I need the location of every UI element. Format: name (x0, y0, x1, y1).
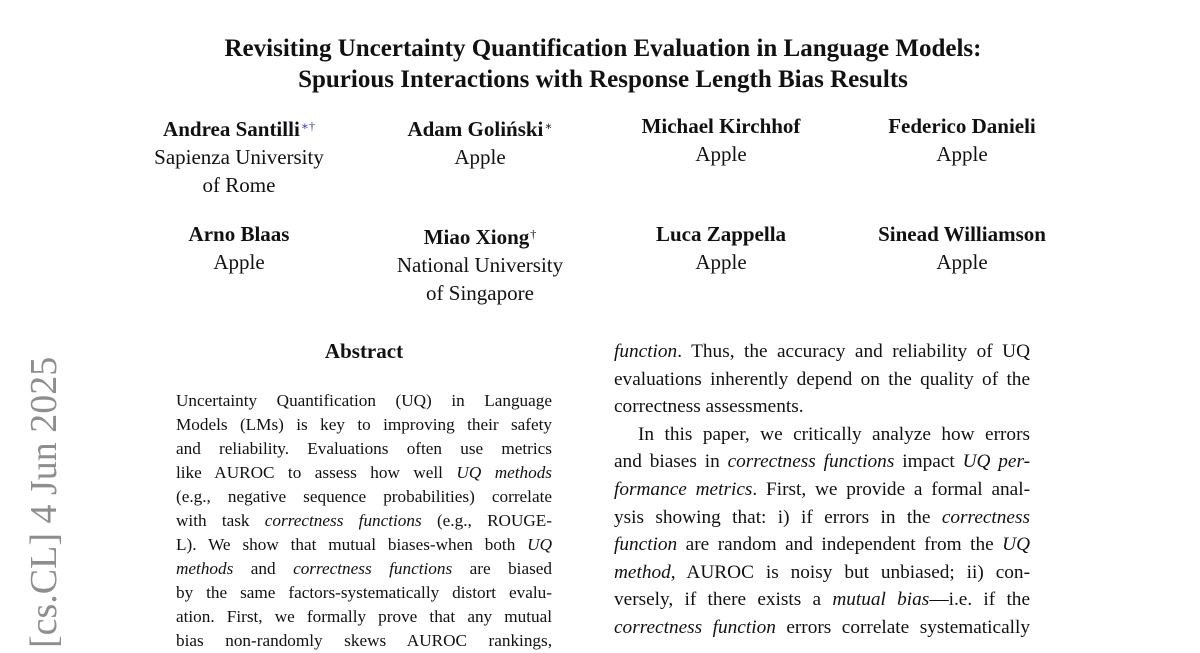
author-name (852, 112, 1072, 140)
author-affiliation: of Rome (202, 173, 276, 197)
author-entry (611, 220, 831, 276)
author-name (611, 220, 831, 248)
author-entry (370, 112, 590, 171)
author-affiliation: Apple (936, 250, 988, 274)
abstract-line: Models (LMs) is key to improving their safety (176, 415, 552, 434)
author-name (129, 112, 349, 143)
author-entry (370, 220, 590, 307)
author-affiliation: of Singapore (426, 281, 534, 305)
title-line-2: Spurious Interactions with Response Length Bias Results (298, 66, 908, 93)
author-name (852, 220, 1072, 248)
body-line: function. Thus, the accuracy and reliability of UQ (614, 341, 1030, 362)
body-line: formance metrics. First, we provide a formal anal- (614, 479, 1030, 500)
author-entry (852, 112, 1072, 168)
author-footnote-mark[interactable]: ∗ (544, 119, 553, 133)
abstract-line: by the same factors-systematically distort evalu- (176, 583, 552, 602)
body-line: versely, if there exists a mutual bias—i.e. if the (614, 589, 1031, 611)
author-name (370, 220, 590, 251)
body-line: and biases in correctness functions impact UQ per- (614, 451, 1031, 473)
author-name (370, 112, 590, 143)
author-affiliation: Apple (454, 145, 506, 169)
author-name-text: Arno Blaas (188, 222, 290, 246)
body-line: evaluations inherently depend on the quality of the (614, 368, 1030, 390)
author-entry (852, 220, 1072, 276)
body-line: correctness assessments. (614, 396, 804, 418)
title-line-1: Revisiting Uncertainty Quantification Evaluation in Language Models: (224, 35, 982, 62)
author-name-text: Michael Kirchhof (641, 114, 801, 138)
body-line: function are random and independent from the UQ (614, 534, 1030, 556)
author-affiliation: Apple (213, 250, 265, 274)
abstract-line: (e.g., negative sequence probabilities) correlate (176, 487, 552, 506)
abstract-line: methods and correctness functions are biased (176, 559, 552, 578)
author-entry (129, 112, 349, 199)
abstract-line: bias non-randomly skews AUROC rankings, (176, 631, 552, 650)
body-line: ysis showing that: i) if errors in the correctness (614, 506, 1030, 528)
author-name (129, 220, 349, 248)
body-line: In this paper, we critically analyze how errors (638, 423, 1030, 445)
abstract-line: Uncertainty Quantification (UQ) in Language (176, 391, 552, 410)
author-affiliation: Sapienza University (154, 145, 324, 169)
body-line: correctness function errors correlate systematically (614, 617, 1030, 638)
author-footnote-mark[interactable]: ∗† (300, 119, 315, 133)
abstract-line: with task correctness functions (e.g., ROUGE- (176, 511, 552, 530)
author-name-text: Sinead Williamson (878, 222, 1046, 246)
author-entry (129, 220, 349, 276)
author-entry (611, 112, 831, 168)
abstract-heading: Abstract (324, 339, 404, 363)
arxiv-side-stamp: [cs.CL] 4 Jun 2025 (23, 356, 65, 648)
author-name (611, 112, 831, 140)
author-name-text: Federico Danieli (888, 114, 1036, 138)
author-affiliation: National University (396, 253, 564, 277)
paper-title (0, 33, 1200, 95)
abstract-line: like AUROC to assess how well UQ methods (176, 463, 552, 482)
abstract-line: ation. First, we formally prove that any mutual (176, 607, 552, 626)
author-affiliation: Apple (936, 142, 988, 166)
body-line: method, AUROC is noisy but unbiased; ii) con- (614, 561, 1030, 583)
abstract-line: L). We show that mutual biases-when both UQ (176, 535, 552, 554)
author-affiliation: Apple (695, 142, 747, 166)
author-name-text: Luca Zappella (655, 222, 787, 246)
author-footnote-mark[interactable]: † (530, 227, 537, 241)
author-name-text: Andrea Santilli (163, 117, 300, 141)
author-name-text: Adam Goliński (407, 117, 544, 141)
author-affiliation: Apple (695, 250, 747, 274)
author-name-text: Miao Xiong (423, 225, 530, 249)
abstract-line: and reliability. Evaluations often use metrics (176, 439, 552, 458)
